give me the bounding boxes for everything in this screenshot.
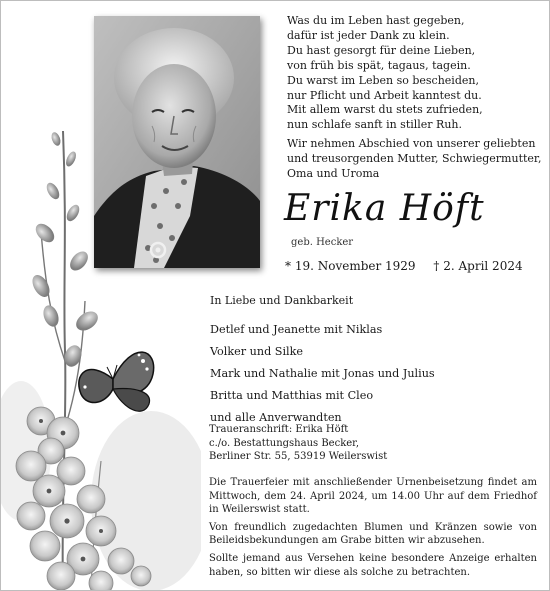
family-member: und alle Anverwandten: [210, 411, 342, 424]
family-member: Mark und Nathalie mit Jonas und Julius: [210, 367, 435, 380]
address-line: Traueranschrift: Erika Höft: [209, 424, 349, 435]
poem-line: von früh bis spät, tagaus, tagein.: [287, 58, 471, 72]
poem-line: dafür ist jeder Dank zu klein.: [287, 28, 450, 42]
portrait-photo: [94, 16, 260, 268]
life-dates: [285, 258, 545, 274]
birth-date: * 19. November 1929: [285, 259, 416, 273]
mourning-address: [209, 423, 387, 464]
funeral-notice: [209, 476, 537, 583]
deceased-name: Erika Höft: [284, 188, 485, 229]
maiden-name: geb. Hecker: [291, 237, 354, 248]
family-member: Volker und Silke: [210, 345, 304, 358]
butterfly-icon: [79, 352, 154, 411]
poem-line: nun schlafe sanft in stiller Ruh.: [287, 118, 463, 132]
dedication: In Liebe und Dankbarkeit: [210, 294, 354, 307]
notice-paragraph: Die Trauerfeier mit anschließender Urnenbeisetzung findet am Mittwoch, dem 24. April 2024, um 14.00 Uhr auf dem Friedhof in Weilerswist statt.: [209, 477, 537, 516]
poem-line: nur Pflicht und Arbeit kanntest du.: [287, 88, 482, 102]
death-date: † 2. April 2024: [433, 259, 523, 273]
poem-line: Du warst im Leben so bescheiden,: [287, 73, 479, 87]
poem: [287, 14, 537, 133]
farewell-intro: [287, 136, 542, 181]
poem-line: Was du im Leben hast gegeben,: [287, 14, 465, 27]
poem-line: Du hast gesorgt für deine Lieben,: [287, 43, 476, 57]
intro-line: Wir nehmen Abschied von unserer geliebten: [287, 137, 536, 150]
family-member: Detlef und Jeanette mit Niklas: [210, 323, 383, 336]
address-line: c./o. Bestattungshaus Becker,: [209, 437, 360, 449]
notice-paragraph: Sollte jemand aus Versehen keine besondere Anzeige erhalten haben, so bitten wir diese als solche zu betrachten.: [209, 552, 537, 578]
family-member: Britta und Matthias mit Cleo: [210, 389, 374, 402]
notice-paragraph: Von freundlich zugedachten Blumen und Kränzen sowie von Beileidsbekundungen am Grabe bitten wir abzusehen.: [209, 521, 537, 547]
poem-line: Mit allem warst du stets zufrieden,: [287, 103, 483, 117]
intro-line: und treusorgenden Mutter, Schwiegermutter,: [287, 152, 542, 165]
address-line: Berliner Str. 55, 53919 Weilerswist: [209, 451, 388, 463]
family-list: [210, 319, 435, 429]
intro-line: Oma und Uroma: [287, 167, 380, 180]
